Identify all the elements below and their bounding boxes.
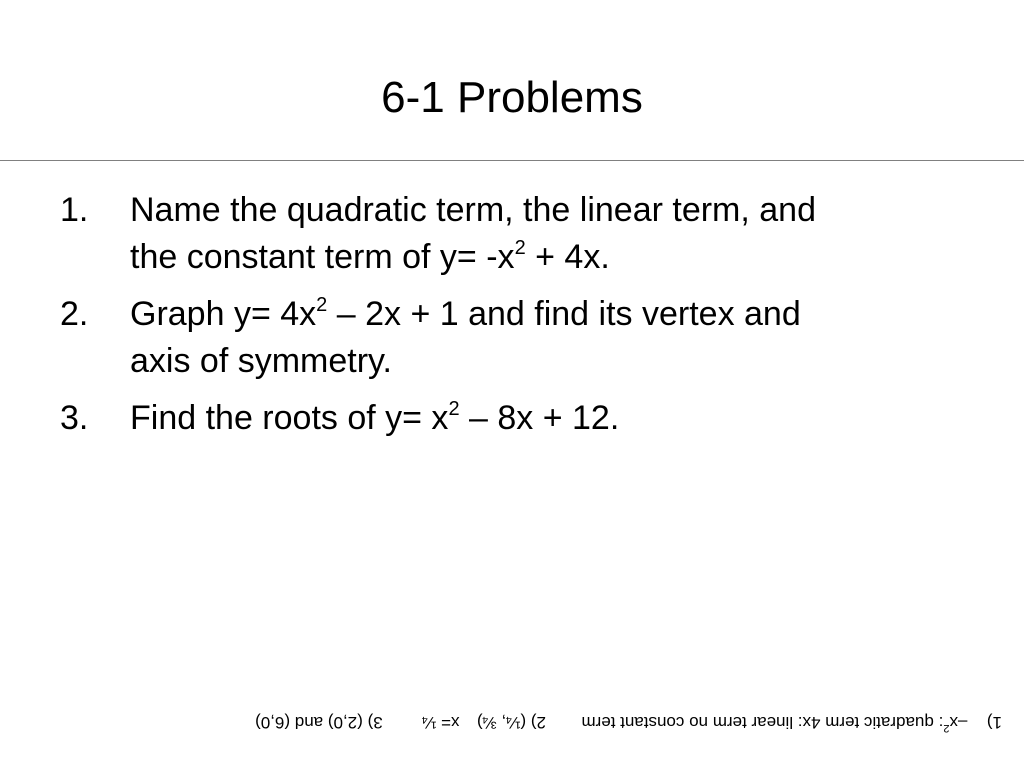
- exponent: 2: [943, 721, 950, 734]
- problem-1: [60, 187, 960, 281]
- answer-2-axis: x= ¼: [422, 713, 460, 732]
- title-divider: [0, 160, 1024, 161]
- upside-down-answer-key: [22, 710, 1002, 734]
- problem-line: Find the roots of y= x: [130, 399, 449, 437]
- answer-2-label: 2): [530, 713, 546, 732]
- problem-2: [60, 291, 960, 385]
- problem-line: – 2x + 1 and find its vertex and: [327, 295, 801, 333]
- problem-line: + 4x.: [525, 238, 610, 276]
- problem-line: Name the quadratic term, the linear term, and: [130, 191, 816, 229]
- answer-1-text: : quadratic term 4x: linear term no constant term: [581, 713, 944, 732]
- problem-3: [60, 395, 960, 442]
- problem-line: the constant term of y= -x: [130, 238, 515, 276]
- problem-line: axis of symmetry.: [130, 342, 392, 380]
- exponent: 2: [514, 236, 526, 259]
- problem-text: [130, 291, 960, 385]
- problem-number: 1.: [60, 191, 89, 229]
- problem-list: [60, 187, 960, 452]
- problem-line: Graph y= 4x: [130, 295, 317, 333]
- answer-2-vertex: (¼, ¾): [476, 713, 527, 732]
- exponent: 2: [448, 397, 460, 420]
- answer-1-label: 1): [986, 713, 1002, 732]
- problem-number: 2.: [60, 295, 89, 333]
- problem-text: [130, 187, 960, 281]
- answer-3-roots: (2,0) and (6,0): [255, 713, 363, 732]
- answer-3-label: 3): [367, 713, 383, 732]
- slide-title: 6-1 Problems: [381, 73, 643, 122]
- answer-1-term: –x: [949, 713, 968, 732]
- problem-line: – 8x + 12.: [459, 399, 620, 437]
- problem-text: [130, 395, 960, 442]
- problem-number: 3.: [60, 399, 89, 437]
- exponent: 2: [316, 293, 328, 316]
